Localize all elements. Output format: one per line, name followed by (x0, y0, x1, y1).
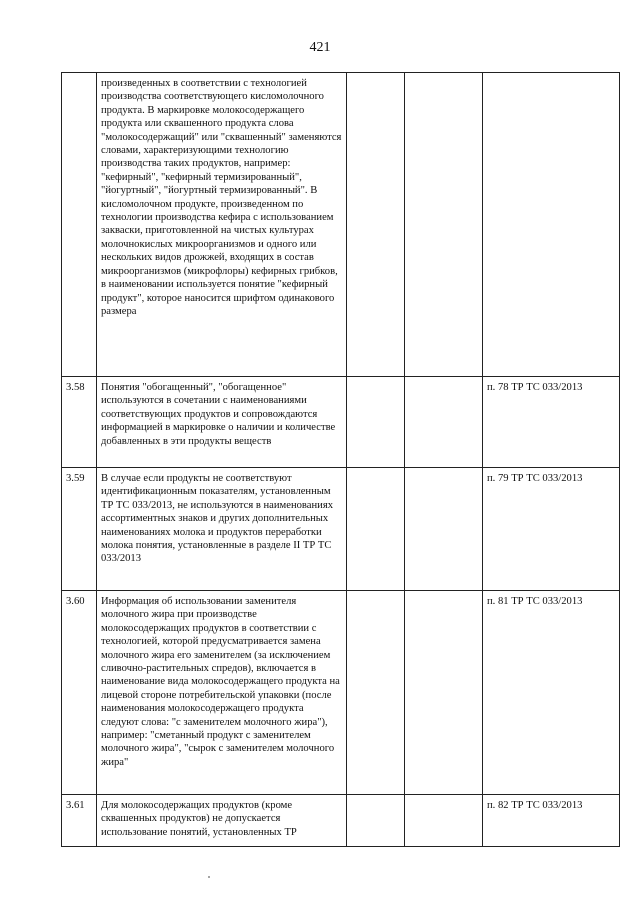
requirement-text: Понятия "обогащенный", "обогащенное" используются в сочетании с наименованиями соответствующих продуктов и сопровождаются информацией в маркировке о наличии и количестве добавленных в эти продукты веществ (97, 377, 347, 468)
empty-cell (347, 73, 405, 377)
table-row (62, 377, 620, 468)
scan-speck (208, 876, 210, 878)
reference-cell (483, 73, 620, 377)
row-number: 3.61 (62, 795, 97, 847)
empty-cell (405, 73, 483, 377)
reference-cell: п. 78 ТР ТС 033/2013 (483, 377, 620, 468)
table-row (62, 795, 620, 847)
row-number (62, 73, 97, 377)
empty-cell (405, 795, 483, 847)
empty-cell (347, 795, 405, 847)
reference-cell: п. 79 ТР ТС 033/2013 (483, 468, 620, 591)
requirements-table (61, 72, 620, 847)
requirement-text: произведенных в соответствии с технологией производства соответствующего кисломолочного продукта. В маркировке молокосодержащего продукта или сквашенного продукта слова "молокосодержащий" или "сквашенный" заменяются словами, характеризующими технологию производства таких продуктов, например: "кефирный", "кефирный термизированный", "йогуртный", "йогуртный термизированный". В кисломолочном продукте, произведенном по технологии производства кефира с использованием закваски, приготовленной на чистых культурах молочнокислых микроорганизмов и одного или нескольких видов дрожжей, входящих в состав микроорганизмов (микрофлоры) кефирных грибков, в наименовании используется понятие "кефирный продукт", которое наносится шрифтом одинакового размера (97, 73, 347, 377)
empty-cell (347, 468, 405, 591)
empty-cell (347, 591, 405, 795)
row-number: 3.58 (62, 377, 97, 468)
requirement-text: Информация об использовании заменителя молочного жира при производстве молокосодержащих продуктов в соответствии с технологией, которой предусматривается замена молочного жира его заменителем (за исключением сливочно-растительных спредов), включается в наименование вида молокосодержащего продукта на лицевой стороне потребительской упаковки (после наименования молокосодержащего продукта следуют слова: "с заменителем молочного жира"), например: "сметанный продукт с заменителем молочного жира", "сырок с заменителем молочного жира" (97, 591, 347, 795)
row-number: 3.59 (62, 468, 97, 591)
empty-cell (405, 591, 483, 795)
table-row (62, 591, 620, 795)
requirement-text: В случае если продукты не соответствуют идентификационным показателям, установленным ТР ТС 033/2013, не используются в наименованиях ассортиментных знаков и других дополнительных наименованиях молока и продуктов переработки молока понятия, установленные в разделе II ТР ТС 033/2013 (97, 468, 347, 591)
reference-cell: п. 81 ТР ТС 033/2013 (483, 591, 620, 795)
empty-cell (347, 377, 405, 468)
empty-cell (405, 468, 483, 591)
table-row (62, 468, 620, 591)
page-number: 421 (309, 40, 331, 55)
empty-cell (405, 377, 483, 468)
row-number: 3.60 (62, 591, 97, 795)
table-row (62, 73, 620, 377)
reference-cell: п. 82 ТР ТС 033/2013 (483, 795, 620, 847)
requirement-text: Для молокосодержащих продуктов (кроме сквашенных продуктов) не допускается использование понятий, установленных ТР (97, 795, 347, 847)
